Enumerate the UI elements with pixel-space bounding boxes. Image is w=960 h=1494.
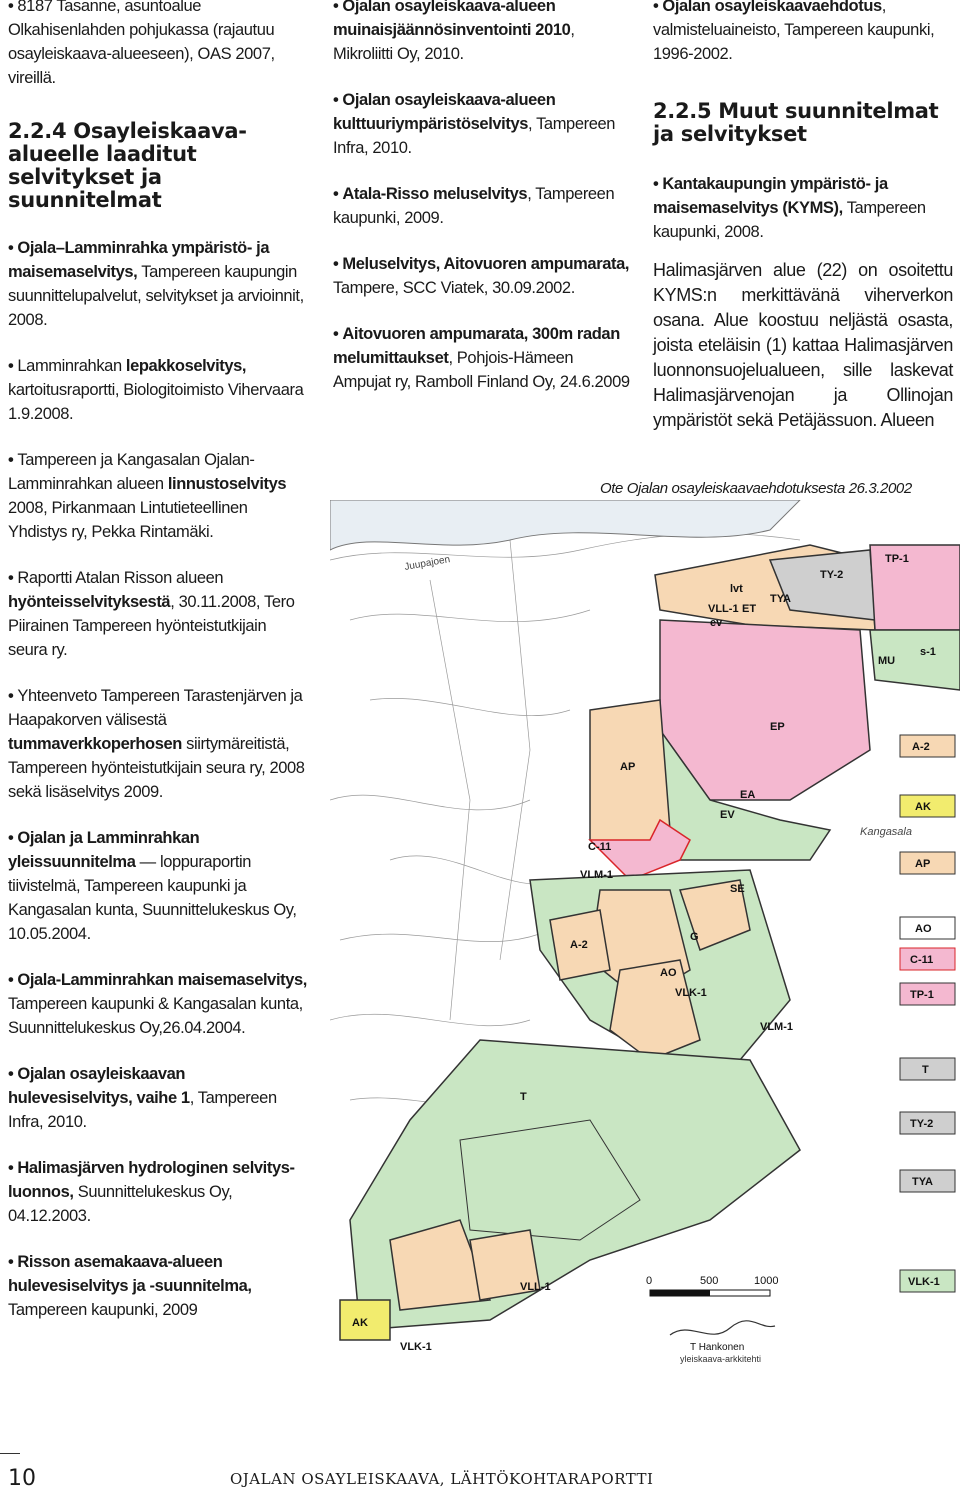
map-label: VLL-1 [708,603,739,615]
kyms-paragraph: Halimasjärven alue (22) on osoitettu KYMS:n merkittävänä viherverkon osana. Alue koostuu neljästä osasta, joista eteläisin (1) kattaa Halimasjärven luonnonsuojelualueen, sille laskevat Halimasjärvenojan ja Ollinojan ympäristöt sekä Petäjässuon. Alueen [653,260,953,430]
map-label: VLM-1 [580,869,613,881]
column-right [653,0,953,433]
map-label: TP-1 [885,553,909,565]
legend-label: C-11 [910,954,934,966]
footer-rule [0,1453,20,1454]
list-item: • Tampereen ja Kangasalan Ojalan-Lamminrahkan alueen linnustoselvitys 2008, Pirkanmaan Lintutieteellinen Yhdistys ry, Pekka Rintamäki. [8,451,287,541]
map-label: VLK-1 [400,1341,432,1353]
list-item: • Aitovuoren ampumarata, 300m radan melumittaukset, Pohjois-Hämeen Ampujat ry, Ramboll Finland Oy, 24.6.2009 [333,325,630,391]
page-number: 10 [8,1466,36,1491]
list-item: • 8187 Tasanne, asuntoalue Olkahisenlahden pohjukassa (rajautuu osayleiskaava-alueeseen), OAS 2007, vireillä. [8,0,275,87]
map-label: lvt [730,583,743,595]
list-item: • Ojalan osayleiskaavaehdotus, valmisteluaineisto, Tampereen kaupunki, 1996-2002. [653,0,935,63]
list-item: • Ojalan osayleiskaava-alueen muinaisjäännösinventointi 2010, Mikroliitti Oy, 2010. [333,0,575,63]
map-label: VLK-1 [675,987,707,999]
map-label: EP [770,721,785,733]
map-label: VLL-1 [520,1281,551,1293]
map-label: AP [620,761,636,773]
map-caption: Ote Ojalan osayleiskaavaehdotuksesta 26.3.2002 [600,480,912,497]
map-label: TY-2 [820,569,844,581]
map-label: T [520,1091,527,1103]
place-name: Juupajoen [403,554,451,573]
column-middle [333,0,633,416]
scale-bar-fill [650,1290,710,1296]
map-label: EA [740,789,756,801]
list-item: • Ojalan osayleiskaavan hulevesiselvitys, vaihe 1, Tampereen Infra, 2010. [8,1065,277,1131]
legend-label: AK [915,801,931,813]
map-label: G [690,931,699,943]
page-footer [0,1466,960,1494]
place-name: Kangasala [860,826,912,838]
signature-title: yleiskaava-arkkitehti [680,1354,762,1364]
list-item: • Raportti Atalan Risson alueen hyönteisselvityksestä, 30.11.2008, Tero Piirainen Tampereen hyönteistutkijain seura ry. [8,569,295,659]
legend-label: TP-1 [910,989,934,1001]
map-label: AK [352,1317,368,1329]
list-item: • Ojalan osayleiskaava-alueen kulttuuriympäristöselvitys, Tampereen Infra, 2010. [333,91,616,157]
list-item: • Ojalan ja Lamminrahkan yleissuunnitelma — loppuraportin tiivistelmä, Tampereen kaupunki ja Kangasalan kunta, Suunnittelukeskus Oy, 10.05.2004. [8,829,297,943]
scale-tick: 1000 [754,1275,779,1287]
legend-label: VLK-1 [908,1276,940,1288]
list-item: • Ojala-Lamminrahkan maisemaselvitys, Tampereen kaupunki & Kangasalan kunta, Suunnittelukeskus Oy,26.04.2004. [8,971,307,1037]
map-label: VLM-1 [760,1021,793,1033]
list-item: • Yhteenveto Tampereen Tarastenjärven ja Haapakorven välisestä tummaverkkoperhosen siirtymäreitistä, Tampereen hyönteistutkijain seura ry, 2008 sekä lisäselvitys 2009. [8,687,305,801]
list-item: • Risson asemakaava-alueen hulevesiselvitys ja -suunnitelma, Tampereen kaupunki, 2009 [8,1253,252,1319]
map-label: A-2 [570,939,588,951]
signature-name: T Hankonen [690,1342,745,1353]
map-label: AO [660,967,677,979]
scale-tick: 500 [700,1275,719,1287]
list-item: • Ojala–Lamminrahka ympäristö- ja maisemaselvitys, Tampereen kaupungin suunnittelupalvelut, selvitykset ja arvioinnit, 2008. [8,239,304,329]
map-label: ev [710,617,723,629]
map-label: TYA [770,593,791,605]
section-heading-2-2-5: 2.2.5 Muut suunnitelmat ja selvitykset [653,99,939,146]
list-item: • Atala-Risso meluselvitys, Tampereen kaupunki, 2009. [333,185,615,227]
legend-label: AP [915,858,931,870]
legend-label: AO [915,923,932,935]
list-item: • Kantakaupungin ympäristö- ja maisemaselvitys (KYMS), Tampereen kaupunki, 2008. [653,175,926,241]
map-label: SE [730,883,745,895]
legend-label: T [922,1064,929,1076]
zone-tp1 [870,545,960,630]
section-heading-2-2-4: 2.2.4 Osayleiskaava-alueelle laaditut selvitykset ja suunnitelmat [8,119,247,212]
map-label: EV [720,809,735,821]
list-item: • Meluselvitys, Aitovuoren ampumarata, Tampere, SCC Viatek, 30.09.2002. [333,255,630,297]
scale-tick: 0 [646,1275,653,1287]
legend-label: TYA [912,1176,933,1188]
legend-label: TY-2 [910,1118,934,1130]
column-left [8,0,308,1344]
list-item: • Halimasjärven hydrologinen selvitys-luonnos, Suunnittelukeskus Oy, 04.12.2003. [8,1159,295,1225]
map-label: C-11 [588,841,612,853]
map-label: MU [878,655,896,667]
zoning-map [330,500,960,1370]
map-label: s-1 [920,646,936,658]
reference-list [8,236,308,1322]
legend-label: A-2 [912,741,930,753]
map-label: ET [742,603,757,615]
list-item: • Lamminrahkan lepakkoselvitys, kartoitusraportti, Biologitoimisto Vihervaara 1.9.2008. [8,357,304,423]
footer-title: OJALAN OSAYLEISKAAVA, LÄHTÖKOHTARAPORTTI [230,1470,654,1488]
